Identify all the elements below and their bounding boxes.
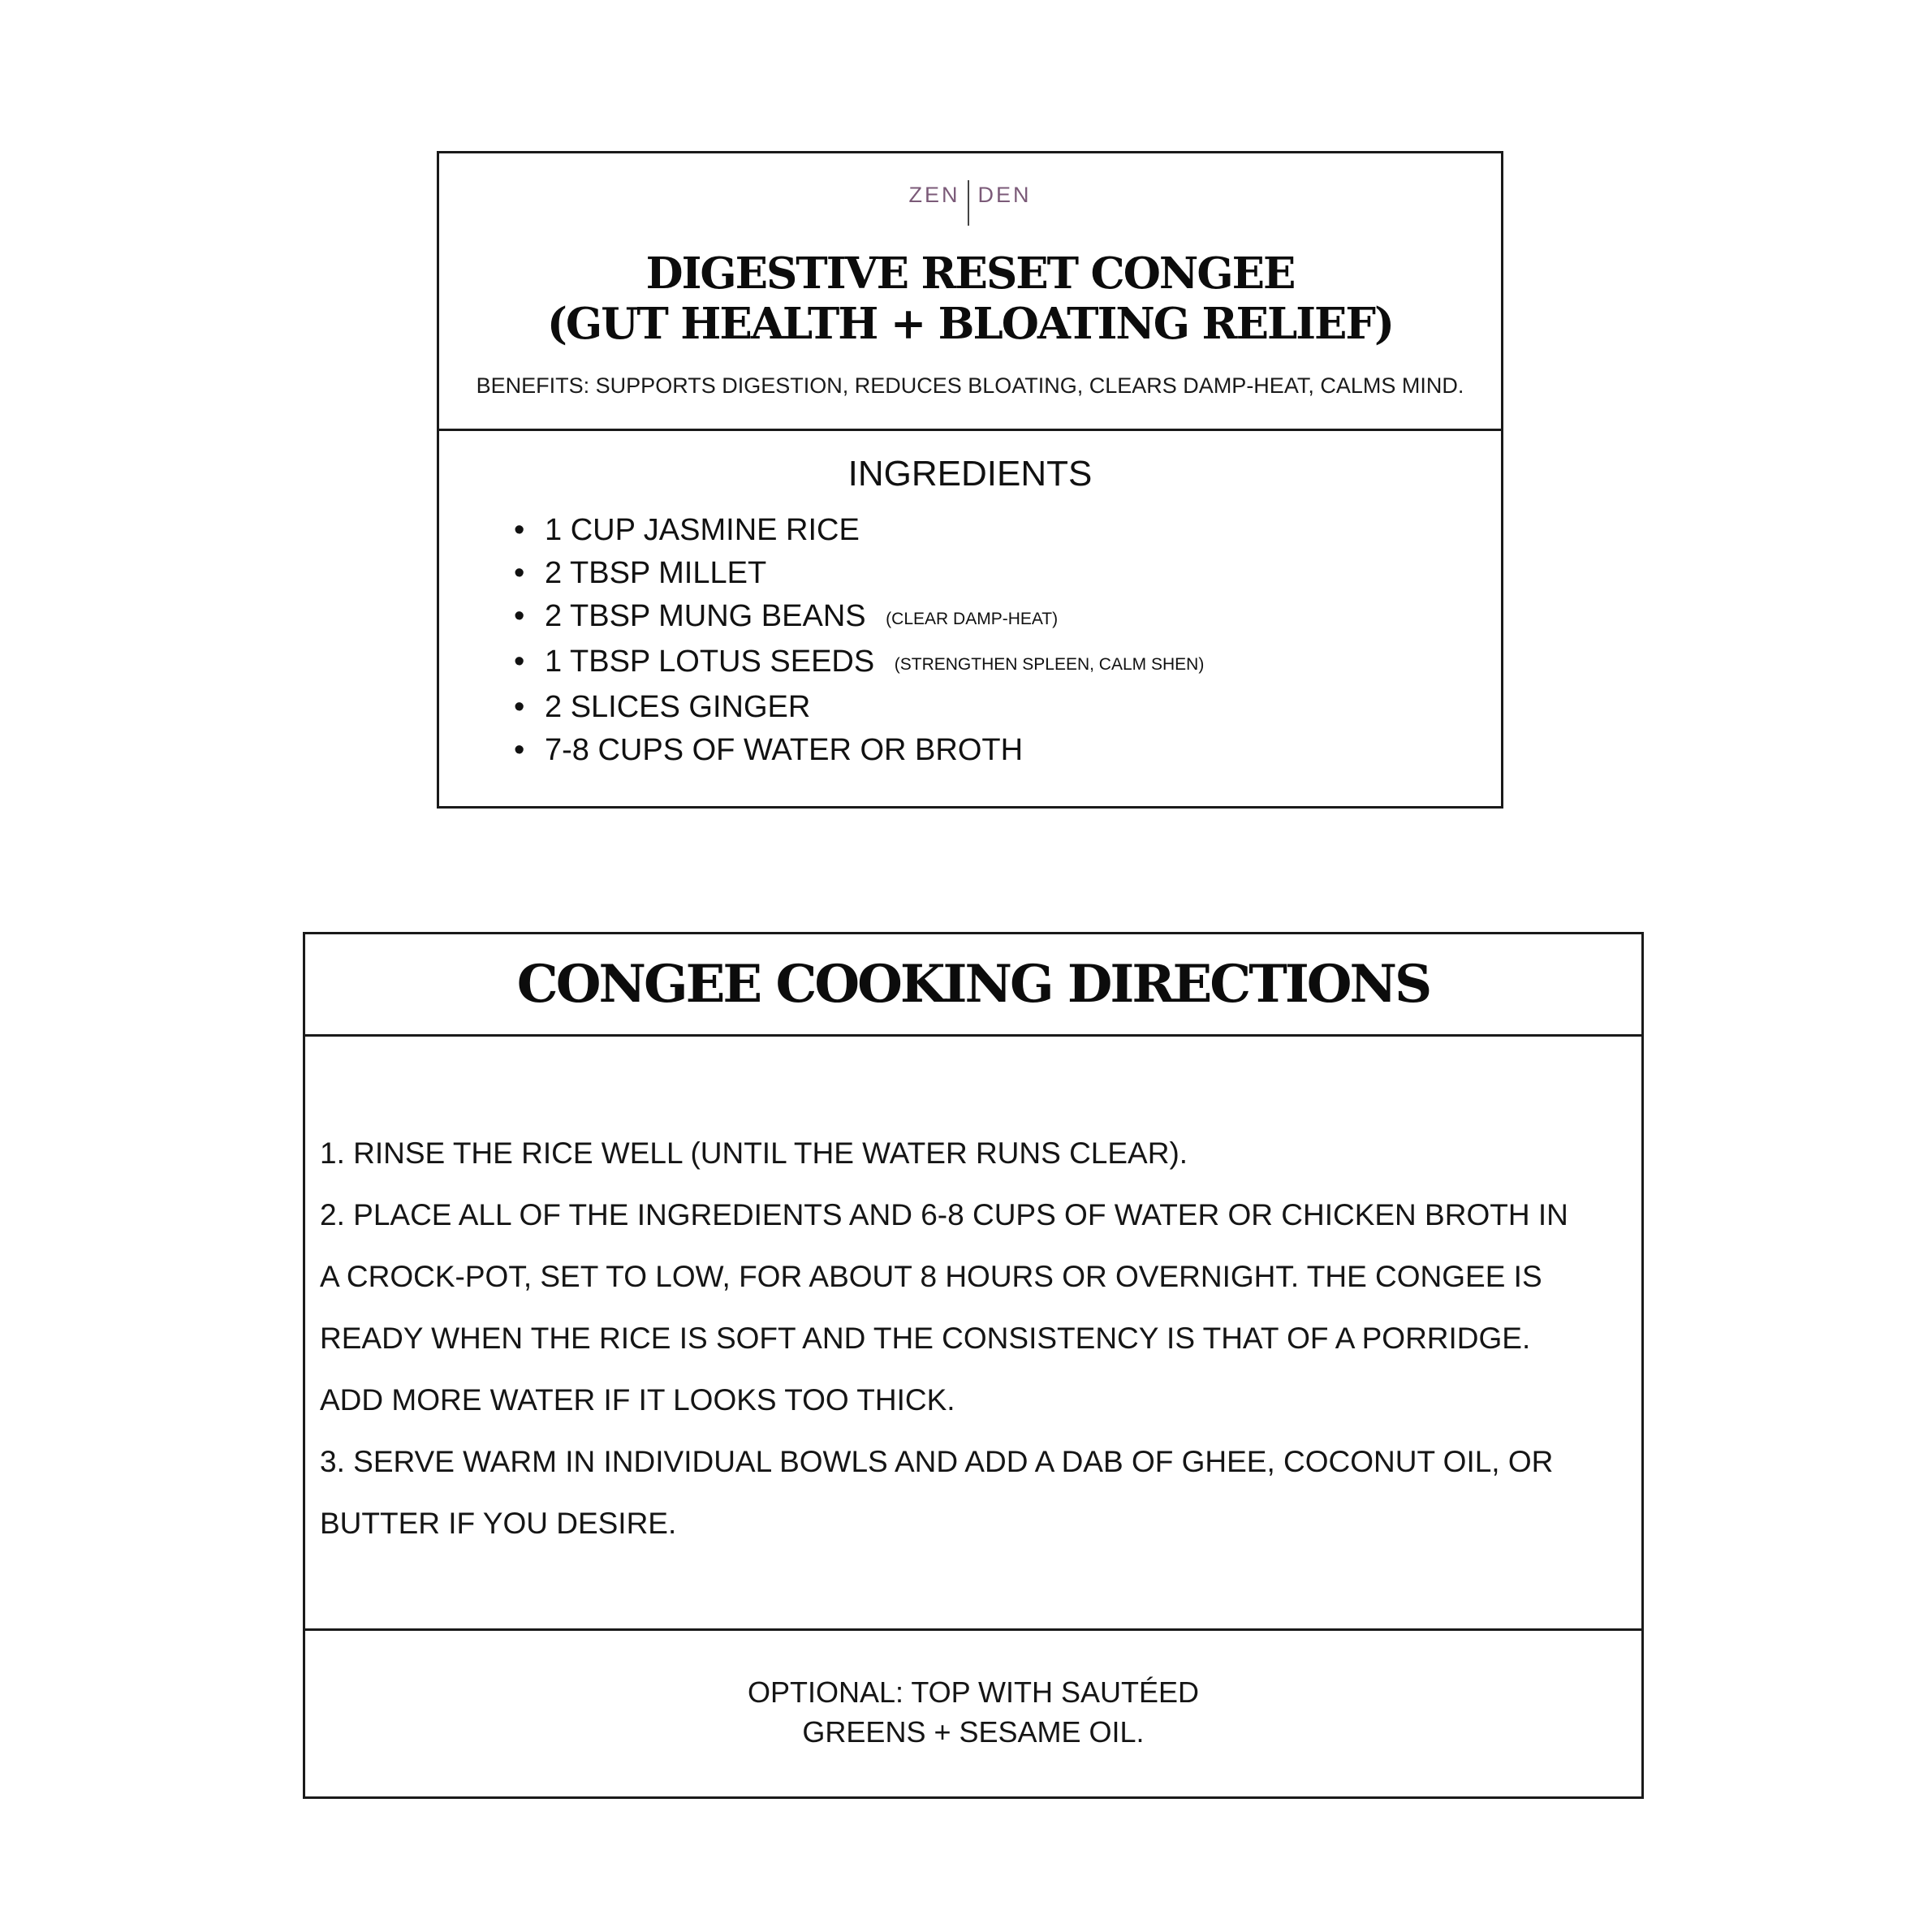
step-line: ADD MORE WATER IF IT LOOKS TOO THICK.: [320, 1383, 955, 1417]
ingredient-note: (CLEAR DAMP-HEAT): [886, 610, 1059, 628]
optional-section: [305, 1628, 1641, 1796]
logo-word-left: ZEN: [908, 183, 960, 207]
step-line: A CROCK-POT, SET TO LOW, FOR ABOUT 8 HOURS OR OVERNIGHT. THE CONGEE IS: [320, 1260, 1542, 1293]
benefits-text: BENEFITS: SUPPORTS DIGESTION, REDUCES BLOATING, CLEARS DAMP-HEAT, CALMS MIND.: [476, 373, 1464, 398]
directions-header: [305, 934, 1641, 1037]
ingredient-text: 2 TBSP MUNG BEANS: [545, 599, 866, 633]
ingredient-text: 2 SLICES GINGER: [545, 690, 811, 724]
ingredient-text: 1 CUP JASMINE RICE: [545, 513, 860, 547]
recipe-card: [437, 151, 1503, 809]
directions-title: CONGEE COOKING DIRECTIONS: [516, 954, 1430, 1015]
directions-steps: [320, 1123, 1635, 1555]
ingredient-text: 1 TBSP LOTUS SEEDS: [545, 645, 875, 679]
optional-line-1: OPTIONAL: TOP WITH SAUTÉED: [747, 1675, 1200, 1709]
ingredient-item: [512, 552, 1204, 595]
bullet-icon: •: [514, 645, 525, 679]
step-line: BUTTER IF YOU DESIRE.: [320, 1507, 677, 1540]
ingredient-item: [512, 686, 1204, 729]
bullet-icon: •: [514, 556, 525, 590]
step-line: 2. PLACE ALL OF THE INGREDIENTS AND 6-8 CUPS OF WATER OR CHICKEN BROTH IN: [320, 1198, 1568, 1231]
logo-word-right: DEN: [977, 183, 1032, 207]
step-line: 3. SERVE WARM IN INDIVIDUAL BOWLS AND ADD A DAB OF GHEE, COCONUT OIL, OR: [320, 1445, 1554, 1478]
step-line: 1. RINSE THE RICE WELL (UNTIL THE WATER RUNS CLEAR).: [320, 1136, 1188, 1170]
step-line: READY WHEN THE RICE IS SOFT AND THE CONSISTENCY IS THAT OF A PORRIDGE.: [320, 1322, 1531, 1355]
recipe-header: [439, 153, 1501, 431]
recipe-title-line-1: DIGESTIVE RESET CONGEE: [645, 248, 1295, 299]
zen-den-logo: [439, 180, 1501, 226]
bullet-icon: •: [514, 690, 525, 724]
optional-line-2: GREENS + SESAME OIL.: [802, 1715, 1145, 1749]
bullet-icon: •: [514, 599, 525, 633]
ingredient-item: [512, 640, 1204, 686]
directions-card: [303, 932, 1644, 1799]
ingredient-item: [512, 509, 1204, 552]
bullet-icon: •: [514, 513, 525, 547]
ingredient-item: [512, 595, 1204, 640]
ingredients-list: [512, 509, 1204, 772]
ingredient-item: [512, 729, 1204, 772]
recipe-title-line-2: (GUT HEALTH + BLOATING RELIEF): [546, 299, 1394, 349]
ingredient-note: (STRENGTHEN SPLEEN, CALM SHEN): [894, 655, 1205, 674]
bullet-icon: •: [514, 733, 525, 767]
ingredient-text: 7-8 CUPS OF WATER OR BROTH: [545, 733, 1024, 767]
ingredient-text: 2 TBSP MILLET: [545, 556, 767, 590]
ingredients-heading: INGREDIENTS: [847, 454, 1093, 494]
